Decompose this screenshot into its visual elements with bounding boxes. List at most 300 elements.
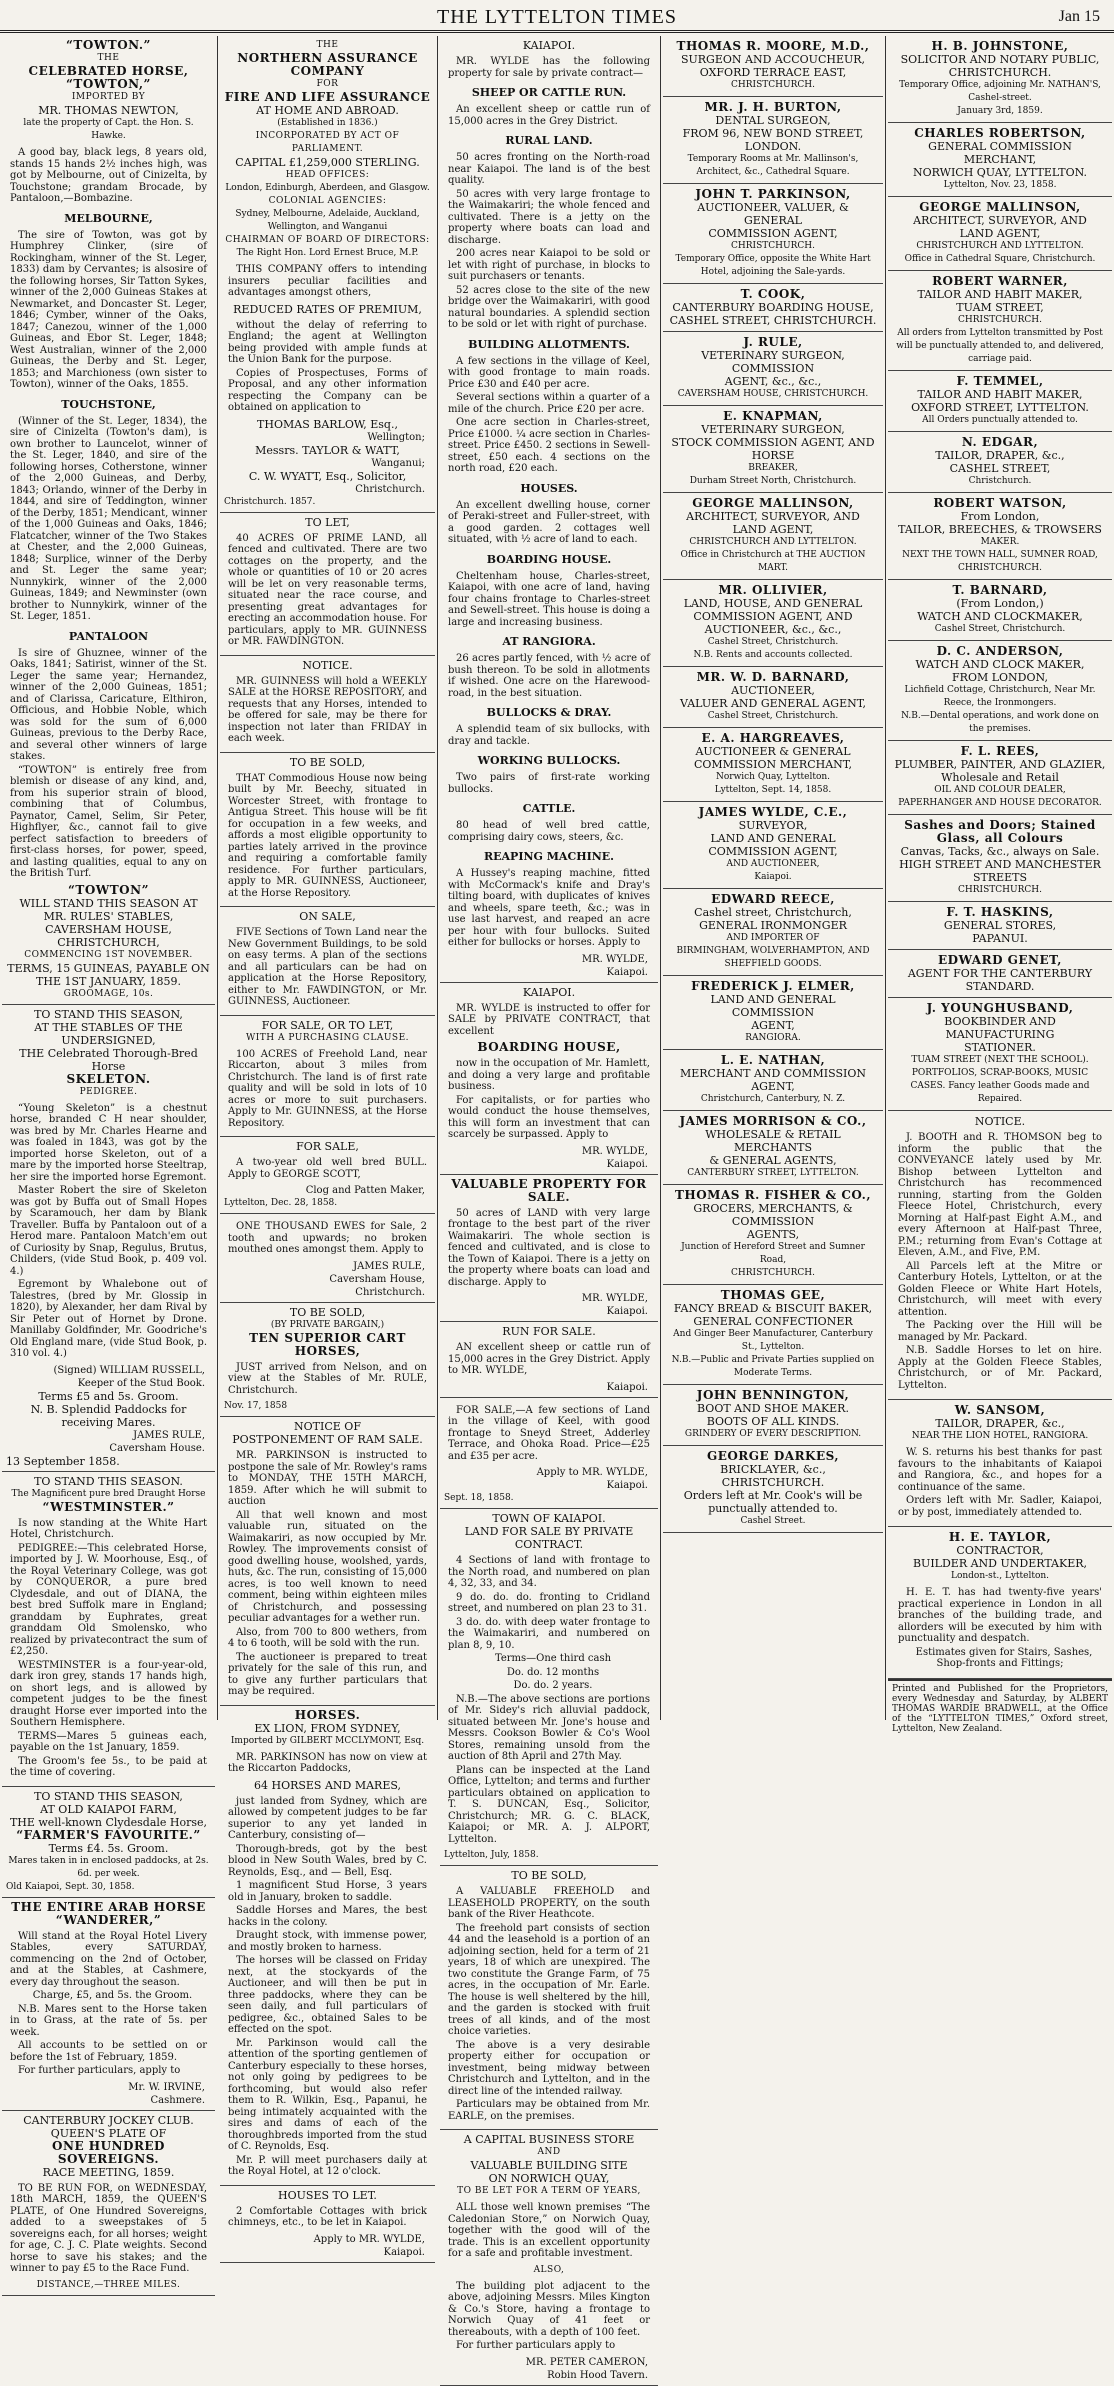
card-line: GRINDERY OF EVERY DESCRIPTION. xyxy=(684,1429,862,1439)
ad-line: TO BE SOLD, xyxy=(289,1305,366,1319)
ad-signature: MR. WYLDE, xyxy=(581,1293,648,1304)
ad-signature: Christchurch. xyxy=(355,483,425,495)
card-line: COMMISSION MERCHANT, xyxy=(693,758,853,771)
card-line: WATCH AND CLOCK MAKER, xyxy=(915,658,1085,671)
card-line: CANTERBURY STREET, LYTTELTON. xyxy=(687,1168,859,1178)
card-line: STATIONER. xyxy=(964,1041,1036,1054)
business-card xyxy=(663,889,883,976)
ad-line: TERMS, 15 GUINEAS, PAYABLE ON xyxy=(7,961,210,975)
ad-line: The Magnificent pure bred Draught Horse xyxy=(11,1488,206,1499)
card-line: Kaiapoi. xyxy=(754,872,792,882)
card-line: Lyttelton, Nov. 23, 1858. xyxy=(943,180,1057,190)
valuable-property-advert xyxy=(440,1175,658,1323)
ad-signature: Wellington; xyxy=(367,431,425,443)
ad-text: For capitalists, or for parties who would conduct the house themselves, this will form an investment that can scarcely be surpassed. Apply to xyxy=(448,1094,650,1140)
ad-subheading: RURAL LAND. xyxy=(505,134,593,147)
business-card xyxy=(663,580,883,667)
ad-text: Is sire of Ghuznee, winner of the Oaks, 1841; Satirist, winner of the St. Leger the same year; Hernandez, winner of the 2,000 Guineas, 1851; and of Clarissa, Caricature, Elthiron, Officious, and Hobbie Noble, which was sold for the sum of 6,000 Guineas, previous to the Derby Race, and several other winners of large stakes. xyxy=(10,647,207,762)
card-line: AUCTIONEER & GENERAL xyxy=(695,745,851,758)
card-line: TAILOR, DRAPER, &c., xyxy=(935,449,1065,462)
ad-line: Messrs. TAYLOR & WATT, xyxy=(255,443,400,457)
ad-text: All accounts to be settled on or before the 1st of February, 1859. xyxy=(10,2040,207,2063)
card-line: Cashel Street. xyxy=(740,1516,806,1526)
ad-line: THOMAS BARLOW, Esq., xyxy=(257,417,398,431)
card-line: STOCK COMMISSION AGENT, AND HORSE xyxy=(671,436,875,462)
ad-text: Mr. Parkinson would call the attention of the sporting gentlemen of Canterbury especially to these horses, not only going by pedigrees to be forthcoming, but would also refer them to R. Wilkin, Esq., Papanui, he being intimately acquainted with the sires and dams of each of the thoroughbreds imported from the stud of C. Reynolds, Esq. xyxy=(228,2037,427,2152)
ad-signature: Kaiapoi. xyxy=(606,1158,648,1170)
ad-text: PEDIGREE:—This celebrated Horse, imported by J. W. Moorhouse, Esq., of the Royal Veterinary College, was got by CONQUEROR, a pure bred Clydesdale, and out of DIANA, the best bred Suffolk mare in England; granddam by Euphrates, great granddam Old Smolensko, who realized by privatecontract the sum of £2,250. xyxy=(10,1542,207,1657)
card-line: Durham Street North, Christchurch. xyxy=(689,476,857,486)
ad-signature: Kaiapoi. xyxy=(606,1381,648,1393)
business-card-list xyxy=(888,36,1112,1111)
ad-signature: Apply to MR. WYLDE, xyxy=(313,2233,425,2245)
run-for-sale-advert xyxy=(440,1322,658,1398)
ad-line: AT OLD KAIAPOI FARM, xyxy=(40,1802,177,1816)
ad-heading: “WANDERER,” xyxy=(55,1912,162,1927)
card-line: VALUER AND GENERAL AGENT, xyxy=(680,697,866,710)
card-line: (From London,) xyxy=(956,597,1044,610)
ad-line: COMMENCING 1ST NOVEMBER. xyxy=(24,949,193,960)
ad-signature: MR. WYLDE, xyxy=(581,953,648,965)
ad-line: FOR SALE, xyxy=(296,1140,359,1153)
ad-text: For further particulars, apply to xyxy=(18,2065,181,2076)
ad-subheading: WORKING BULLOCKS. xyxy=(477,754,621,767)
ad-line: TAILOR, DRAPER, &c., xyxy=(935,1417,1065,1430)
card-line: STANDARD. xyxy=(965,980,1035,993)
wanderer-advert xyxy=(2,1898,215,2111)
card-line: Christchurch. xyxy=(968,476,1032,486)
boarding-house-advert xyxy=(440,983,658,1175)
ad-heading: CELEBRATED HORSE, “TOWTON,” xyxy=(28,64,189,91)
ad-subheading: IMPORTED BY xyxy=(71,92,146,102)
ad-signature: Keeper of the Stud Book. xyxy=(77,1377,205,1389)
ad-line: AT HOME AND ABROAD. xyxy=(256,104,399,117)
card-name: D. C. ANDERSON, xyxy=(936,644,1064,658)
business-card xyxy=(663,1446,883,1533)
card-line: GROCERS, MERCHANTS, & COMMISSION xyxy=(693,1202,853,1228)
card-name: JOHN T. PARKINSON, xyxy=(695,187,851,201)
ad-text: The Packing over the Hill will be managed by Mr. Packard. xyxy=(898,1320,1102,1343)
card-line: LAND, HOUSE, AND GENERAL xyxy=(683,597,863,610)
card-line: CHRISTCHURCH. xyxy=(731,1268,815,1278)
card-line: AUCTIONEER, xyxy=(731,684,815,697)
bull-advert xyxy=(220,1137,435,1214)
ad-text: The freehold part consists of section 44 and the leasehold is a portion of an adjoining section, held for a term of 21 years, 18 of which are unexpired. The two constitute the Grange Farm, of 75 acres, in the occupation of Mr. Earle. The house is well sheltered by the hill, and the garden is stocked with fruit trees of all kinds, and of the most choice varieties. xyxy=(448,1922,650,2037)
ad-heading: ONE HUNDRED SOVEREIGNS. xyxy=(52,2138,165,2166)
card-line: Junction of Hereford Street and Sumner Road, xyxy=(681,1242,865,1265)
ad-line: C. W. WYATT, Esq., Solicitor, xyxy=(248,469,407,483)
ad-line: TO STAND THIS SEASON, xyxy=(34,1789,183,1803)
ad-line: TO STAND THIS SEASON, xyxy=(34,1007,183,1021)
card-name: E. A. HARGREAVES, xyxy=(701,731,845,745)
ad-text: without the delay of referring to England; the agent at Wellington being provided with ample funds at the Union Bank for the purpose. xyxy=(228,319,427,365)
card-line: Canvas, Tacks, &c., always on Sale. xyxy=(900,845,1100,858)
card-name: T. COOK, xyxy=(740,287,806,301)
ad-signature: Kaiapoi. xyxy=(606,1306,648,1317)
business-card xyxy=(663,284,883,332)
ad-text: 50 acres of LAND with very large frontage to the best part of the river Waimakariri. The whole section is fenced and cultivated, and is close to the Town of Kaiapoi. There is a jetty on the property where boats can load and discharge. Apply to xyxy=(448,1207,650,1288)
ad-signature: MR. PETER CAMERON, xyxy=(525,2356,648,2368)
card-line: FROM LONDON, xyxy=(952,671,1048,684)
card-line: GENERAL COMMISSION MERCHANT, xyxy=(928,140,1072,166)
ad-text: MR. WYLDE has the following property for sale by private contract— xyxy=(448,56,650,79)
card-line: TUAM STREET (NEXT THE SCHOOL). xyxy=(911,1055,1089,1065)
ad-text: THAT Commodious House now being built by Mr. Beechy, situated in Worcester Street, with frontage to Antigua Street. This house will be fit for occupation in a few weeks, and affords a most eligible opportunity to parties lately arrived in the province and requiring a comfortable family residence. For further particulars, apply to MR. GUINNESS, Auctioneer, at the Horse Repository. xyxy=(228,772,427,899)
business-card xyxy=(663,976,883,1050)
ad-signature: (Signed) WILLIAM RUSSELL, xyxy=(53,1364,205,1376)
card-line: OIL AND COLOUR DEALER, xyxy=(934,785,1066,795)
card-line: CASHEL STREET, xyxy=(949,462,1051,475)
ad-signature: Robin Hood Tavern. xyxy=(547,2369,648,2381)
ad-line: POSTPONEMENT OF RAM SALE. xyxy=(232,1433,423,1446)
card-line: N.B.—Dental operations, and work done on the premises. xyxy=(901,711,1099,734)
ad-text: A VALUABLE FREEHOLD and LEASEHOLD PROPERTY, on the south bank of the River Heathcote. xyxy=(448,1886,650,1920)
card-line: SURGEON AND ACCOUCHEUR, xyxy=(680,53,866,66)
card-line: DENTAL SURGEON, xyxy=(715,114,831,127)
card-line: & GENERAL AGENTS, xyxy=(709,1154,837,1167)
ad-line: BUILDER AND UNDERTAKER, xyxy=(912,1557,1088,1570)
ad-subheading: PEDIGREE. xyxy=(79,1086,138,1097)
ad-text: The above is a very desirable property either for occupation or investment, being midway between Christchurch and Lyttelton, and in the direct line of the intended railway. xyxy=(448,2039,650,2097)
ad-subheading: TOUCHSTONE, xyxy=(61,397,156,411)
ad-signature: Wanganui; xyxy=(371,457,425,469)
farmers-favourite-advert xyxy=(2,1787,215,1898)
card-line: GENERAL IRONMONGER xyxy=(699,919,847,932)
card-line: LAND AND GENERAL COMMISSION AGENT, xyxy=(708,832,838,858)
ad-text: One acre section in Charles-street, Price £1000. ¼ acre section in Charles-street. Price £450. 2 sections in Sewell-street, £50 each. 4 sections on the north road, £20 each. xyxy=(448,417,650,474)
card-line: VETERINARY SURGEON, xyxy=(701,423,845,436)
card-line: CHRISTCHURCH. xyxy=(958,885,1042,895)
ad-signature: Clog and Patten Maker, xyxy=(305,1185,425,1196)
ad-text: MR. GUINNESS will hold a WEEKLY SALE at the HORSE REPOSITORY, and requests that any Horses, intended to be offered for sale, may be there for inspection not later than FRIDAY in each week. xyxy=(228,675,427,744)
business-card xyxy=(888,432,1112,493)
ad-line: TOWN OF KAIAPOI. xyxy=(492,1512,606,1525)
ad-text: Do. do. 12 months xyxy=(506,1666,600,1678)
ad-signature: Caversham House, xyxy=(329,1273,425,1285)
ad-date: Nov. 17, 1858 xyxy=(224,1401,288,1411)
business-card xyxy=(663,728,883,802)
ad-line: Terms £4. 5s. Groom. xyxy=(48,1841,169,1855)
ad-subheading: BUILDING ALLOTMENTS. xyxy=(468,337,630,351)
card-line: FANCY BREAD & BISCUIT BAKER, xyxy=(673,1302,873,1315)
ad-line: 64 HORSES AND MARES, xyxy=(253,1778,402,1792)
ad-line: EX LION, FROM SYDNEY, xyxy=(254,1721,401,1735)
conveyance-notice xyxy=(888,1111,1112,1400)
business-card xyxy=(888,998,1112,1111)
business-card xyxy=(888,902,1112,950)
business-card xyxy=(888,493,1112,580)
ad-line: Mares taken in in enclosed paddocks, at 2s. 6d. per week. xyxy=(8,1855,209,1879)
ad-line: CAPITAL £1,259,000 STERLING. xyxy=(235,156,420,169)
ad-text: (Winner of the St. Leger, 1834), the sire of Cinizelta (Towton's dam), is own brother to Launcelot, winner of the St. Leger, 1840, and sire of the following horses, Cotherstone, winner of the 2,000 Guineas, and Derby, 1843; Orlando, winner of the Derby in 1844, and sire of Teddington, winner of the Derby, 1851; Mendicant, winner of the 1,000 Guineas and Oaks, 1846; Flatcatcher, winner of the Two Stakes at Chester, and the 2,000 Guineas, 1848; Surplice, winner of the Derby and St. Leger the same year; Nunnykirk, winner of the 2,000 Guineas, 1849; and Newminster (own brother to Nunnykirk, winner of the St. Leger, 1851. xyxy=(10,415,207,622)
ad-text: An excellent dwelling house, corner of Peraki-street and Fuller-street, with a good garden. 2 cottages well situated, with ½ acre of land to each. xyxy=(448,499,650,545)
business-card xyxy=(888,815,1112,902)
freehold-land-advert xyxy=(220,1016,435,1138)
ad-text: A good bay, black legs, 8 years old, stands 15 hands 2½ inches high, was got by Melbourne, out of Cinizelta, by Touchstone; grandam Brocade, by Pantaloon,—Bombazine. xyxy=(10,147,207,204)
ad-text: AN excellent sheep or cattle run of 15,000 acres in the Grey District. Apply to MR. WYLDE, xyxy=(448,1342,650,1376)
card-line: OXFORD TERRACE EAST, xyxy=(699,66,847,79)
ad-text: just landed from Sydney, which are allowed by competent judges to be far superior to any yet landed in Canterbury, consisting of— xyxy=(228,1795,427,1841)
ad-text: Estimates given for Stairs, Sashes, Shop-fronts and Fittings; xyxy=(915,1646,1093,1669)
card-name: E. KNAPMAN, xyxy=(723,409,823,423)
ad-text: Also, from 700 to 800 wethers, from 4 to 6 tooth, will be sold with the run. xyxy=(228,1626,427,1649)
ad-line: NOTICE. xyxy=(974,1115,1026,1128)
ad-text: A two-year old well bred BULL. Apply to GEORGE SCOTT, xyxy=(228,1157,427,1180)
card-line: CASHEL STREET, CHRISTCHURCH. xyxy=(669,314,877,327)
ad-signature: Kaiapoi. xyxy=(606,1480,648,1491)
ad-text: Cheltenham house, Charles-street, Kaiapoi, with one acre of land, having four chains frontage to Charles-street and Sewell-street. This house is doing a large and increasing business. xyxy=(448,570,651,628)
card-line: BOOTS OF ALL KINDS. xyxy=(706,1415,840,1428)
card-name: F. L. REES, xyxy=(960,744,1040,758)
ad-text: Several sections within a quarter of a mile of the church. Price £20 per acre. xyxy=(448,392,650,415)
card-line: PAPANUI. xyxy=(972,932,1028,945)
ad-subheading: HOUSES. xyxy=(520,481,578,495)
ad-text: 26 acres partly fenced, with ½ acre of bush thereon. To be sold in allotments if wished. One acre on the Harewood-road, in the best situation. xyxy=(448,653,650,699)
ad-date: Christchurch. 1857. xyxy=(224,496,316,507)
card-line: Temporary Office, adjoining Mr. NATHAN'S, Cashel-street. xyxy=(899,80,1101,103)
ad-text: The auctioneer is prepared to treat privately for the sale of this run, and to give any further particulars that may be required. xyxy=(228,1651,427,1697)
ad-text: All Parcels left at the Mitre or Canterbury Hotels, Lyttelton, or at the Golden Fleece or White Hart Hotels, Christchurch, will meet with every attention. xyxy=(898,1260,1102,1318)
ad-line: GROOMAGE, 10s. xyxy=(63,988,154,999)
business-card xyxy=(663,667,883,728)
ad-line: INCORPORATED BY ACT OF PARLIAMENT. xyxy=(255,131,400,154)
card-name: ROBERT WATSON, xyxy=(933,496,1067,510)
card-name: T. BARNARD, xyxy=(952,583,1048,597)
ad-text: 50 acres with very large frontage to the Waimakariri; the whole fenced and cultivated. There is a jetty on the property where boats can load and discharge. xyxy=(448,188,650,246)
ad-text: The horses will be classed on Friday next, at the stockyards of the Auctioneer, and will then be put in three paddocks, where they can be seen daily, and full particulars of pedigree, &c., obtained Sales to be effected on the spot. xyxy=(228,1955,427,2035)
ad-text: 100 ACRES of Freehold Land, near Riccarton, about 3 miles from Christchurch. The land is of first rate quality and will be sold in lots of 10 acres or more to suit purchasers. Apply to Mr. GUINNESS, at the Horse Repository. xyxy=(228,1048,427,1129)
ad-line: ON NORWICH QUAY, xyxy=(488,2172,610,2185)
ad-line: NOTICE. xyxy=(302,658,353,672)
ad-signature: JAMES RULE, xyxy=(133,1429,205,1441)
ad-line: N. B. Splendid Paddocks for receiving Mares. xyxy=(30,1402,187,1429)
card-line: GENERAL STORES, xyxy=(943,919,1057,932)
ewes-advert xyxy=(220,1214,435,1303)
business-card xyxy=(663,406,883,493)
card-line: AGENT, xyxy=(751,1080,795,1093)
card-name: MR. OLLIVIER, xyxy=(718,583,828,597)
ad-text: 80 head of well bred cattle, comprising dairy cows, steers, &c. xyxy=(448,820,650,843)
ad-line: (Established in 1836.) xyxy=(277,118,378,128)
card-name: N. EDGAR, xyxy=(961,435,1039,449)
ad-line: CAVERSHAM HOUSE, CHRISTCHURCH, xyxy=(45,922,172,949)
card-name: CHARLES ROBERTSON, xyxy=(914,126,1086,140)
ad-text: 9 do. do. do. fronting to Cridland street, and numbered on plan 23 to 31. xyxy=(448,1591,650,1614)
ad-line: DISTANCE,—THREE MILES. xyxy=(36,2279,181,2290)
card-line: Office in Christchurch at THE AUCTION MART. xyxy=(680,550,866,573)
card-line: COMMISSION AGENT, xyxy=(708,227,838,240)
ad-line: HEAD OFFICES: xyxy=(285,170,370,180)
ad-text: 2 Comfortable Cottages with brick chimneys, etc., to be let in Kaiapoi. xyxy=(228,2205,427,2228)
ad-text: THIS COMPANY offers to intending insurers peculiar facilities and advantages amongst others, xyxy=(228,264,427,298)
card-line: All orders from Lyttelton transmitted by Post will be punctually attended to, and delivered, carriage paid. xyxy=(896,328,1104,364)
card-line: TAILOR AND HABIT MAKER, xyxy=(917,288,1083,301)
ad-line: KAIAPOI. xyxy=(522,985,576,999)
business-card xyxy=(663,1285,883,1385)
card-name: Sashes and Doors; Stained Glass, all Colours xyxy=(904,818,1096,845)
card-name: THOMAS GEE, xyxy=(720,1288,826,1302)
card-name: GEORGE DARKES, xyxy=(706,1449,840,1463)
card-line: RANGIORA. xyxy=(745,1033,801,1043)
ad-line: REDUCED RATES OF PREMIUM, xyxy=(233,302,422,316)
column-rule xyxy=(217,36,218,1720)
card-name: ROBERT WARNER, xyxy=(932,274,1068,288)
ad-line: KAIAPOI. xyxy=(522,39,576,52)
printer-imprint: Printed and Published for the Proprietors, every Wednesday and Saturday, by ALBERT THOMAS WARDIE BRADWELL, at the Office of the “LYTTELTON TIMES,” Oxford street, Lyttelton, New Zealand. xyxy=(888,1679,1112,1736)
card-line: N.B. Rents and accounts collected. xyxy=(693,650,853,660)
ad-text: Master Robert the sire of Skeleton was got by Buffa out of Small Hopes by Scaramouch, her dam by Blank Traveller. Buffa by Pantaloon out of a Herod mare. Pantaloon Match'em out of Curiosity by Snap, Regulus, Brutus, Childers, (vide Stud Book, p. 409 vol. 4.) xyxy=(10,1185,207,1277)
ad-text: 4 Sections of land with frontage to the North road, and numbered on plan 4, 32, 33, and 34. xyxy=(448,1555,650,1589)
ad-text: N.B. Saddle Horses to let on hire. Apply at the Golden Fleece Stables, Christchurch, or of Mr. Packard, Lyttelton. xyxy=(898,1345,1102,1391)
ad-signature: MR. WYLDE, xyxy=(581,1145,648,1157)
ad-signature: Kaiapoi. xyxy=(383,2246,425,2258)
ad-signature: JAMES RULE, xyxy=(353,1260,425,1272)
card-line: BOOT AND SHOE MAKER. xyxy=(697,1402,849,1415)
card-line: LAND AGENT, xyxy=(732,523,814,536)
ad-date: Lyttelton, Dec. 28, 1858. xyxy=(224,1198,338,1208)
card-line: PORTFOLIOS, SCRAP-BOOKS, MUSIC CASES. Fancy leather Goods made and Repaired. xyxy=(910,1068,1090,1104)
ad-line: AT THE STABLES OF THE xyxy=(34,1020,183,1034)
ad-heading: FIRE AND LIFE ASSURANCE xyxy=(224,90,431,104)
card-line: CANTERBURY BOARDING HOUSE, xyxy=(672,301,874,314)
ad-line: (BY PRIVATE BARGAIN,) xyxy=(270,1319,385,1330)
ad-line: THE Celebrated Thorough-Bred Horse xyxy=(19,1046,198,1073)
business-card xyxy=(663,36,883,97)
ad-text: “Young Skeleton” is a chestnut horse, branded C H near shoulder, was bred by Mr. Charles Hearne and was foaled in 1843, was got by the imported horse Skeleton, out of a mare by the imported horse Steeltrap, her sire the imported horse Egremont. xyxy=(10,1102,207,1183)
ad-text: Is now standing at the White Hart Hotel, Christchurch. xyxy=(10,1517,207,1540)
ad-signature: Kaiapoi. xyxy=(606,966,648,978)
ad-subheading: MELBOURNE, xyxy=(64,211,153,225)
card-name: F. TEMMEL, xyxy=(956,374,1044,388)
ad-text: FOR SALE,—A few sections of Land in the village of Keel, with good frontage to Sneyd Street, Adderley Terrace, and Ohoka Road. Price—£25 and £35 per acre. xyxy=(448,1404,650,1462)
ad-line: MR. THOMAS NEWTON, xyxy=(38,104,179,117)
card-line: PLUMBER, PAINTER, AND GLAZIER, xyxy=(894,758,1106,771)
wylde-property-advert xyxy=(440,36,658,983)
town-land-advert xyxy=(220,907,435,1016)
card-line: Temporary Rooms at Mr. Mallinson's, Architect, &c., Cathedral Square. xyxy=(687,154,859,177)
card-line: AGENTS, xyxy=(746,1228,800,1241)
houses-to-let-advert xyxy=(220,2186,435,2263)
ad-line: Terms £5 and 5s. Groom. xyxy=(38,1389,179,1403)
card-line: Office in Cathedral Square, Christchurch. xyxy=(904,254,1096,264)
ad-heading: W. SANSOM, xyxy=(954,1403,1046,1417)
ad-line: HOUSES TO LET. xyxy=(278,2188,377,2202)
ad-heading: BOARDING HOUSE, xyxy=(477,1040,621,1054)
card-line: NORWICH QUAY, LYTTELTON. xyxy=(912,166,1088,179)
card-name: MR. W. D. BARNARD, xyxy=(696,670,850,684)
card-name: J. YOUNGHUSBAND, xyxy=(926,1001,1074,1015)
card-line: SURVEYOR, xyxy=(738,819,808,832)
ad-text: Terms—One third cash xyxy=(494,1653,612,1664)
ad-line: The Right Hon. Lord Ernest Bruce, M.P. xyxy=(236,248,419,258)
ad-line: ALSO, xyxy=(533,2264,565,2275)
ad-line: WILL STAND THIS SEASON AT xyxy=(19,896,198,910)
jockey-club-advert xyxy=(2,2111,215,2296)
column-rule xyxy=(660,36,661,1720)
card-name: H. B. JOHNSTONE, xyxy=(931,39,1069,53)
card-name: THOMAS R. FISHER & CO., xyxy=(674,1188,872,1202)
card-line: TAILOR, BREECHES, & TROWSERS xyxy=(898,523,1102,536)
card-name: JAMES MORRISON & CO., xyxy=(679,1114,867,1128)
ad-text: N.B. Mares sent to the Horse taken in to Grass, at the rate of 5s. per week. xyxy=(10,2003,207,2038)
ad-text: 3 do. do. with deep water frontage to the Waimakariri, and numbered on plan 8, 9, 10. xyxy=(448,1616,650,1651)
card-line: HIGH STREET AND MANCHESTER STREETS xyxy=(899,858,1101,884)
ad-text: A few sections in the village of Keel, with good frontage to main roads. Price £30 and £40 per acre. xyxy=(448,355,650,390)
ad-line: LAND FOR SALE BY PRIVATE CONTRACT. xyxy=(464,1525,634,1551)
card-line: NEXT THE TOWN HALL, SUMNER ROAD, CHRISTCHURCH. xyxy=(902,550,1098,573)
card-line: LAND AGENT, xyxy=(959,227,1041,240)
ad-text: Do. do. 2 years. xyxy=(513,1680,593,1691)
ad-line: QUEEN'S PLATE OF xyxy=(50,2126,167,2140)
ad-text: 52 acres close to the site of the new bridge over the Waimakariri, with good natural boundaries. A splendid section to be sold or let with right of purchase. xyxy=(448,284,650,330)
ad-text: 200 acres near Kaiapoi to be sold or let with right of purchase, in blocks to suit purchasers or tenants. xyxy=(448,248,650,282)
card-name: GEORGE MALLINSON, xyxy=(692,496,854,510)
card-name: L. E. NATHAN, xyxy=(720,1053,826,1067)
business-card xyxy=(663,1050,883,1111)
ad-line: CANTERBURY JOCKEY CLUB. xyxy=(23,2113,194,2127)
ad-heading: H. E. TAYLOR, xyxy=(948,1530,1052,1544)
ad-text: The building plot adjacent to the above, adjoining Messrs. Miles Kington & Co.'s Store, having a frontage to Norwich Quay of 41 feet or thereabouts, with a depth of 100 feet. xyxy=(448,2280,650,2338)
ad-date: Sept. 18, 1858. xyxy=(444,1493,514,1503)
card-name: THOMAS R. MOORE, M.D., xyxy=(676,39,870,53)
card-line: AGENT, &c., &c., xyxy=(724,375,822,388)
ad-line: late the property of Capt. the Hon. S. Hawke. xyxy=(23,118,194,141)
card-line: CHRISTCHURCH. xyxy=(948,66,1052,79)
card-line: CHRISTCHURCH. xyxy=(731,80,815,90)
skeleton-advert xyxy=(2,1005,215,1472)
assurance-advert xyxy=(220,36,435,513)
card-line: Lyttelton, Sept. 14, 1858. xyxy=(714,785,832,795)
card-line: All Orders punctually attended to. xyxy=(922,415,1078,425)
ad-line: COLONIAL AGENCIES: xyxy=(268,196,387,206)
ad-line: Imported by GILBERT MCCLYMONT, Esq. xyxy=(230,1735,425,1746)
ad-text: JUST arrived from Nelson, and on view at the Stables of Mr. RULE, Christchurch. xyxy=(228,1361,427,1396)
ad-date: 13 September 1858. xyxy=(6,1454,120,1468)
card-line: CHRISTCHURCH AND LYTTELTON. xyxy=(689,537,857,547)
column-rule xyxy=(437,36,438,1720)
land-sections-advert xyxy=(440,1398,658,1510)
business-card xyxy=(888,123,1112,197)
ad-subheading: THE xyxy=(97,53,120,63)
ad-line: A CAPITAL BUSINESS STORE xyxy=(463,2133,635,2146)
card-line: Orders left at Mr. Cook's will be punctually attended to. xyxy=(683,1489,863,1515)
card-line: Cashel Street, Christchurch. xyxy=(934,624,1066,634)
card-name: JOHN BENNINGTON, xyxy=(696,1388,850,1402)
ad-line: TO BE LET FOR A TERM OF YEARS, xyxy=(457,2186,641,2196)
card-line: FROM 96, NEW BOND STREET, LONDON. xyxy=(682,127,864,153)
newspaper-title: THE LYTTELTON TIMES xyxy=(437,6,677,28)
ad-heading: THE ENTIRE ARAB HORSE xyxy=(11,1899,206,1914)
ad-subheading: CATTLE. xyxy=(522,802,576,815)
sansom-advert xyxy=(888,1400,1112,1527)
ad-text: MR. WYLDE is instructed to offer for SALE by PRIVATE CONTRACT, that excellent xyxy=(448,1002,650,1037)
card-line: BRICKLAYER, &c., CHRISTCHURCH. xyxy=(720,1463,826,1489)
card-line: CAVERSHAM HOUSE, CHRISTCHURCH. xyxy=(677,389,869,399)
ad-text: now in the occupation of Mr. Hamlett, and doing a very large and profitable business. xyxy=(448,1058,650,1092)
card-line: PAPERHANGER AND HOUSE DECORATOR. xyxy=(898,798,1102,808)
card-name: F. T. HASKINS, xyxy=(946,905,1054,919)
card-line: TUAM STREET, xyxy=(956,301,1044,314)
card-line: VETERINARY SURGEON, COMMISSION xyxy=(701,349,845,375)
cart-horses-advert xyxy=(220,1303,435,1418)
ad-text: FIVE Sections of Town Land near the New Government Buildings, to be sold on easy terms. A plan of the sections and all particulars can be had on application at the Horse Repository, either to Mr. FAWDINGTON, or Mr. GUINNESS, Auctioneer. xyxy=(228,927,427,1007)
business-card xyxy=(663,493,883,580)
business-card xyxy=(888,641,1112,741)
business-card xyxy=(663,1185,883,1285)
ad-text: Egremont by Whalebone out of Talestres, (bred by Mr. Glossip in 1820), by Alexander, her dam Rival by Sir Peter out of Hornet by Drone. Manillaby Goldfinder, Mr. Goodriche's Old England mare, (vide Stud Book, p. 310 vol. 4.) xyxy=(10,1279,207,1359)
card-line: Christchurch, Canterbury, N. Z. xyxy=(700,1094,846,1104)
column-4 xyxy=(663,36,883,1720)
